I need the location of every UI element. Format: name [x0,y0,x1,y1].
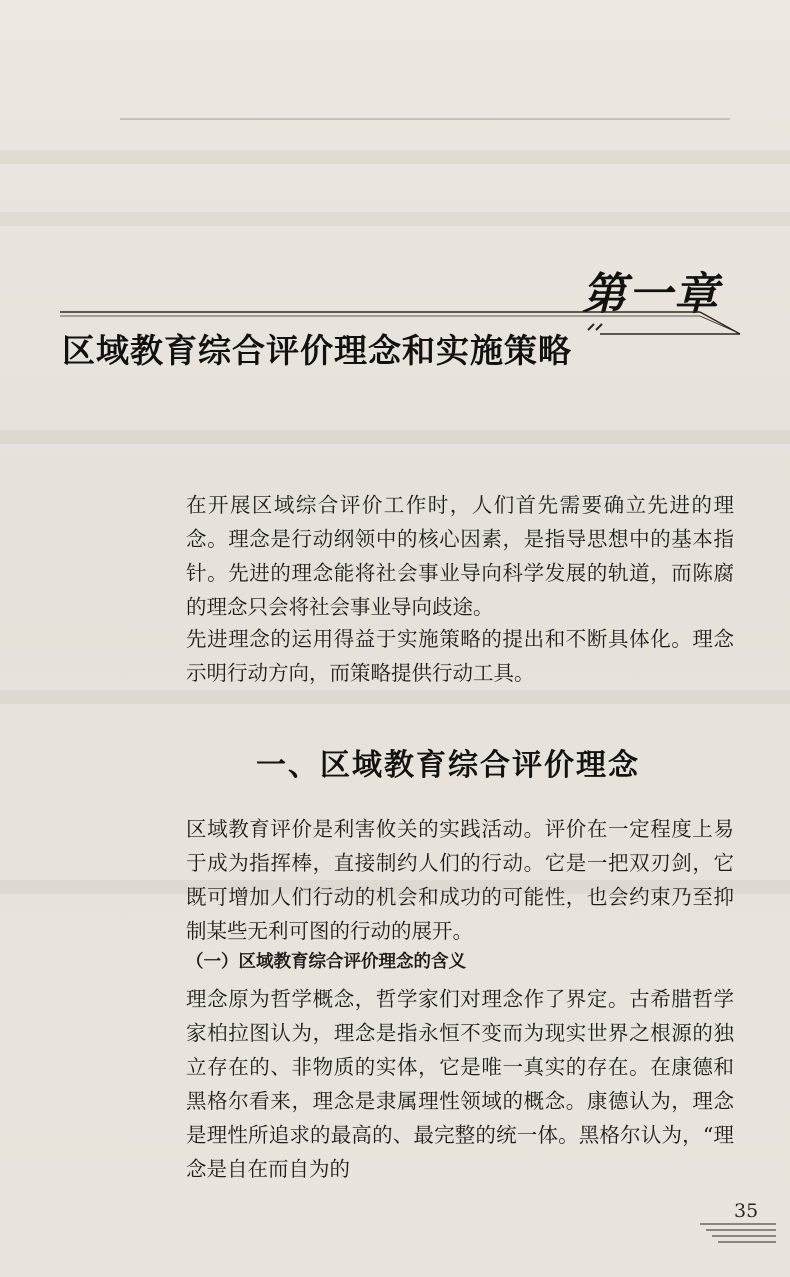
chapter-number-text: 第一章 [582,269,720,320]
chapter-title: 区域教育综合评价理念和实施策略 [62,331,572,370]
section-heading: 一、区域教育综合评价理念 [256,748,640,783]
section-paragraph: 区域教育评价是利害攸关的实践活动。评价在一定程度上易于成为指挥棒，直接制约人们的行动。它是一把双刃剑，它既可增加人们行动的机会和成功的可能性，也会约束乃至抑制某些无利可图的行动的展开。 [186,817,734,943]
show-through-line [0,430,790,444]
intro-paragraph-2: 先进理念的运用得益于实施策略的提出和不断具体化。理念示明行动方向，而策略提供行动工具。 [186,627,734,685]
show-through-line [0,690,790,704]
page-number-ornament [700,1220,780,1250]
show-through-line [0,212,790,226]
page-number: 35 [734,1200,759,1222]
intro-paragraph-1: 在开展区域综合评价工作时，人们首先需要确立先进的理念。理念是行动纲领中的核心因素，是指导思想中的基本指针。先进的理念能将社会事业导向科学发展的轨道，而陈腐的理念只会将社会事业导向歧途。 [186,493,734,619]
show-through-header-rule [120,118,730,120]
subsection-paragraph: 理念原为哲学概念，哲学家们对理念作了界定。古希腊哲学家柏拉图认为，理念是指永恒不变而为现实世界之根源的独立存在的、非物质的实体，它是唯一真实的存在。在康德和黑格尔看来，理念是隶属理性领域的概念。康德认为，理念是理性所追求的最高的、最完整的统一体。黑格尔认为，“理念是自在而自为的 [186,987,734,1181]
subsection-heading: （一）区域教育综合评价理念的含义 [186,952,466,972]
show-through-line [0,150,790,164]
